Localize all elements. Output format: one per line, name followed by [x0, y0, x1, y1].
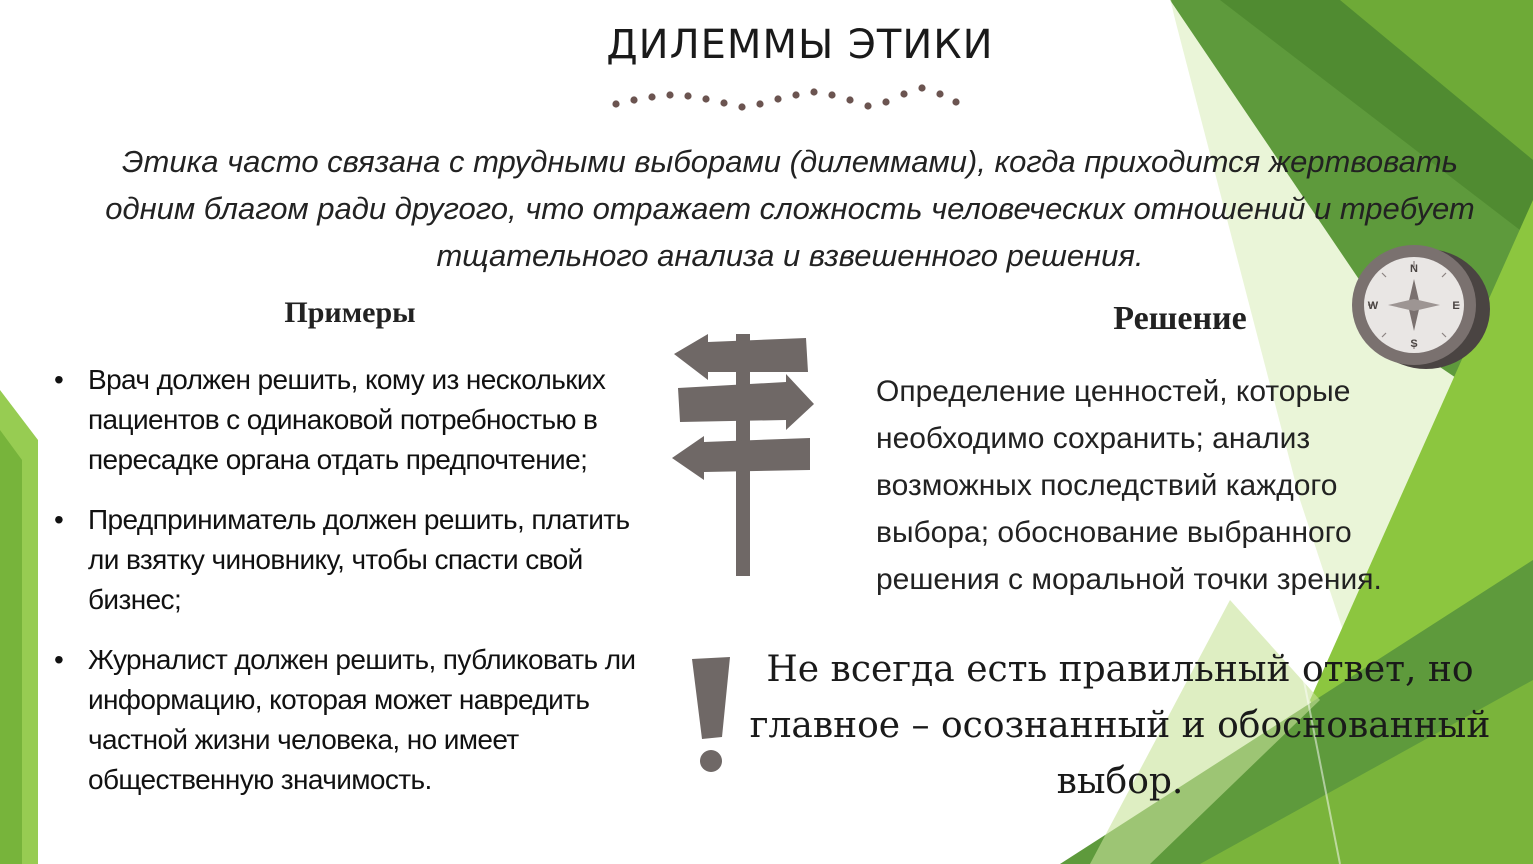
- solution-heading: Решение: [1113, 300, 1247, 337]
- bullet-marker: •: [54, 364, 64, 395]
- compass-label-e: E: [1452, 300, 1460, 312]
- exclamation-icon: [686, 655, 736, 780]
- bullet-marker: •: [54, 504, 64, 535]
- compass-label-w: W: [1367, 300, 1379, 312]
- compass-label-n: N: [1410, 263, 1418, 275]
- list-item-text: Журналист должен решить, публиковать ли информацию, которая может навредить частной жизни человека, но имеет общественную значимость.: [88, 644, 636, 795]
- examples-list: [50, 360, 660, 820]
- bullet-marker: •: [54, 644, 64, 675]
- solution-text: Определение ценностей, которые необходимо сохранить; анализ возможных последствий каждого выбора; обоснование выбранного решения с моральной точки зрения.: [876, 375, 1382, 596]
- intro-paragraph: Этика часто связана с трудными выборами (дилеммами), когда приходится жертвовать одним благом ради другого, что отражает сложность человеческих отношений и требует тщательного анализа и взвешенного решения.: [105, 144, 1475, 273]
- slide-title: ДИЛЕММЫ ЭТИКИ: [606, 22, 994, 68]
- list-item-text: Врач должен решить, кому из нескольких пациентов с одинаковой потребностью в пересадке органа отдать предпочтение;: [88, 364, 606, 475]
- list-item: [50, 640, 660, 800]
- compass-label-s: S: [1410, 338, 1418, 350]
- compass-icon: [1348, 243, 1492, 371]
- list-item: [50, 360, 660, 480]
- list-item-text: Предприниматель должен решить, платить ли взятку чиновнику, чтобы спасти свой бизнес;: [88, 504, 630, 615]
- conclusion-text: Не всегда есть правильный ответ, но главное – осознанный и обоснованный выбор.: [749, 649, 1491, 802]
- list-item: [50, 500, 660, 620]
- examples-heading: Примеры: [284, 296, 416, 329]
- dotted-ornament: [600, 78, 980, 128]
- signpost-icon: [668, 330, 818, 580]
